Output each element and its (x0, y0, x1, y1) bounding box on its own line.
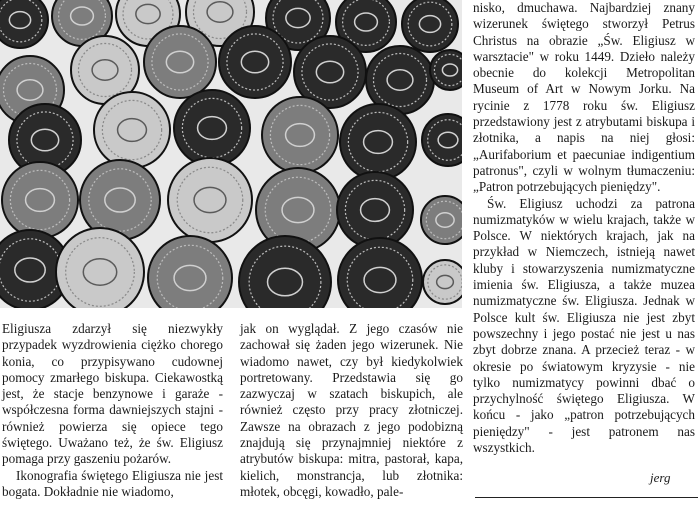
article-column-middle (240, 321, 463, 500)
coins-photograph (0, 0, 462, 308)
coins-image (0, 0, 462, 308)
coin (337, 172, 413, 248)
coin (219, 26, 291, 98)
coin (422, 114, 462, 166)
coin (0, 0, 48, 48)
coin (2, 162, 78, 238)
coin (402, 0, 458, 52)
paragraph: nisko, dmuchawa. Najbardziej znany wizerunek świętego stworzył Petrus Christus na obrazie „Św. Eligiusz w warsztacie" w roku 1449. Dzieło należy obecnie do kolekcji Metropolitan Museum of Art w Nowym Jorku. Na rycinie z 1778 roku św. Eligiusz przedstawiony jest z atrybutami biskupa i złotnika, a napis na niej głosi: „Aurifaborium et paecuniae indigentium patronus", czyli w wolnym tłumaczeniu: „Patron potrzebujących pieniędzy". (473, 0, 695, 195)
coin (338, 238, 422, 308)
paragraph: Ikonografia świętego Eligiusza nie jest bogata. Dokładnie nie wiadomo, (2, 467, 223, 499)
coin (148, 236, 232, 308)
coin (423, 260, 462, 304)
author-signature: jerg (650, 470, 671, 485)
article-column-left (2, 321, 223, 500)
coin (56, 228, 144, 308)
end-rule (475, 497, 698, 498)
paragraph: Św. Eligiusz uchodzi za patrona numizmatyków w wielu krajach, także w Polsce. W niektórych krajach, jak na przykład w Niemczech, istnieją nawet kluby i stowarzyszenia numizmatyczne imienia św. Eligiusza, a także muzea numizmatyczne św. Eligiusza. Jednak w Polsce kult św. Eligiusza nie jest zbyt powszechny i jego postać nie jest u nas zbyt dobrze znana. A przecież teraz - w okresie po światowym kryzysie - nie tylko numizmatycy powinni dbać o przychylność świętego Eligiusza. W końcu - jako „patron potrzebujących pieniędzy" - jest patronem nas wszystkich. (473, 195, 695, 456)
coin (340, 104, 416, 180)
article-column-right (473, 0, 695, 456)
coin (144, 26, 216, 98)
coin (421, 196, 462, 244)
coin (174, 90, 250, 166)
paragraph: Eligiusza zdarzył się niezwykły przypadek wyzdrowienia ciężko chorego konia, co przypisywano cudownej pomocy zmarłego biskupa. Ciekawostką jest, że stacje benzynowe i garaże - współczesna forma dawniejszych stajni - również powierza się opiece tego świętego. Uważano też, że św. Eligiusz pomaga przy gaszeniu pożarów. (2, 321, 223, 467)
coin (168, 158, 252, 242)
coin (262, 97, 338, 173)
coin (94, 92, 170, 168)
paragraph: jak on wyglądał. Z jego czasów nie zachował się żaden jego wizerunek. Nie wiadomo nawet, czy był kiedykolwiek portretowany. Przedstawia się go zazwyczaj w szatach biskupich, ale również często przy pracy złotniczej. Zawsze na obrazach z jego podobizną znajdują się przynajmniej niektóre z atrybutów biskupa: mitra, pastorał, kapa, kielich, monstrancja, lub złotnika: młotek, obcęgi, kowadło, pale- (240, 321, 463, 499)
